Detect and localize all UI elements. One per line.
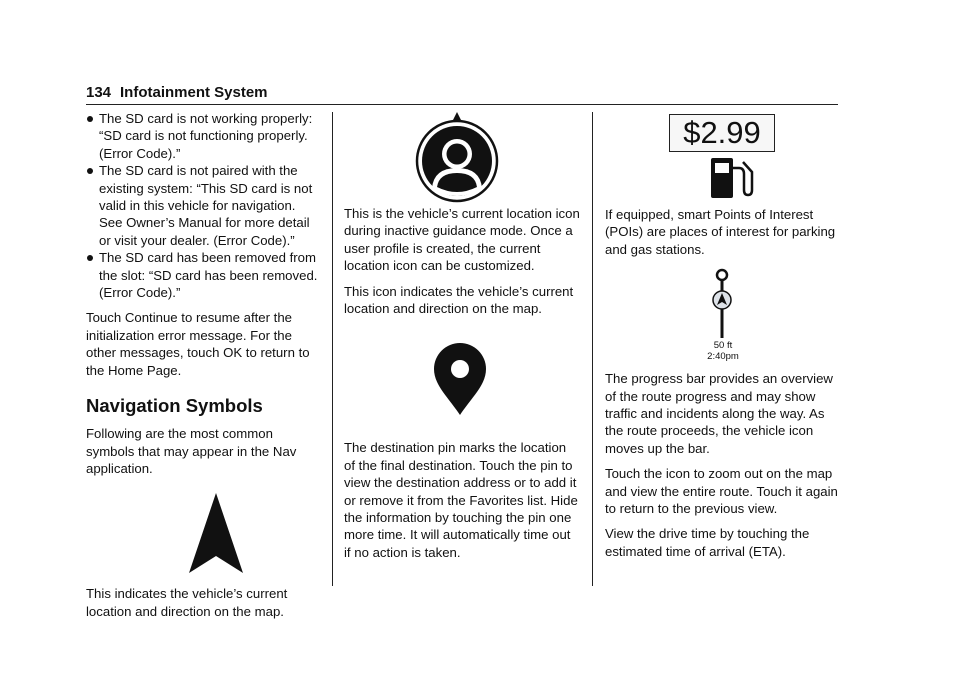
page-header xyxy=(86,82,838,105)
column-divider xyxy=(592,112,593,586)
destination-pin-icon xyxy=(344,325,580,439)
paragraph: Following are the most common symbols that may appear in the Nav application. xyxy=(86,426,297,476)
paragraph: The progress bar provides an overview of the route progress and may show traffic and incidents along the way. As the route proceeds, the vehicle icon moves up the bar. xyxy=(605,371,833,456)
paragraph: This icon indicates the vehicle’s current location and direction on the map. xyxy=(344,283,574,317)
heading-navigation-symbols: Navigation Symbols xyxy=(86,395,263,417)
page-number: 134 xyxy=(86,84,112,101)
paragraph: View the drive time by touching the estimated time of arrival (ETA). xyxy=(605,526,810,559)
list-item: The SD card is not paired with the existing system: “This SD card is not valid in this vehicle for navigation. See Owner’s Manual for more detail or visit your dealer. (Error Code).” xyxy=(86,162,322,249)
list-item: The SD card is not working properly: “SD card is not functioning properly. (Error Code).” xyxy=(86,110,322,162)
paragraph: This is the vehicle’s current location icon during inactive guidance mode. Once a user profile is created, the current location icon can be customized. xyxy=(344,206,580,274)
list-item: The SD card has been removed from the slot: “SD card has been removed. (Error Code).” xyxy=(86,249,322,301)
column-middle xyxy=(344,110,580,569)
section-title: Infotainment System xyxy=(120,84,268,101)
column-divider xyxy=(332,112,333,586)
column-left xyxy=(86,110,322,628)
price-label: $2.99 xyxy=(683,115,761,150)
user-location-icon xyxy=(344,110,580,205)
progress-distance: 50 ft xyxy=(713,340,733,352)
progress-bar-icon xyxy=(605,266,841,370)
vehicle-arrow-icon xyxy=(86,485,322,585)
sd-card-error-list xyxy=(86,110,322,301)
column-right xyxy=(605,110,841,568)
paragraph: The destination pin marks the location of the final destination. Touch the pin to view the destination address or to add it or remove it from the Favorites list. Hide the information by touching the pin one more time. It will automatically time out if no action is taken. xyxy=(344,440,578,560)
paragraph: If equipped, smart Points of Interest (POIs) are places of interest for parking and gas stations. xyxy=(605,207,836,257)
paragraph: Touch the icon to zoom out on the map and view the entire route. Touch it again to return to the previous view. xyxy=(605,466,838,517)
gas-price-poi-icon xyxy=(605,110,841,206)
paragraph: Touch Continue to resume after the initialization error message. For the other messages, touch OK to return to the Home Page. xyxy=(86,310,310,378)
gas-pump-icon xyxy=(605,110,841,206)
progress-eta: 2:40pm xyxy=(707,351,739,363)
paragraph: This indicates the vehicle’s current location and direction on the map. xyxy=(86,586,288,619)
